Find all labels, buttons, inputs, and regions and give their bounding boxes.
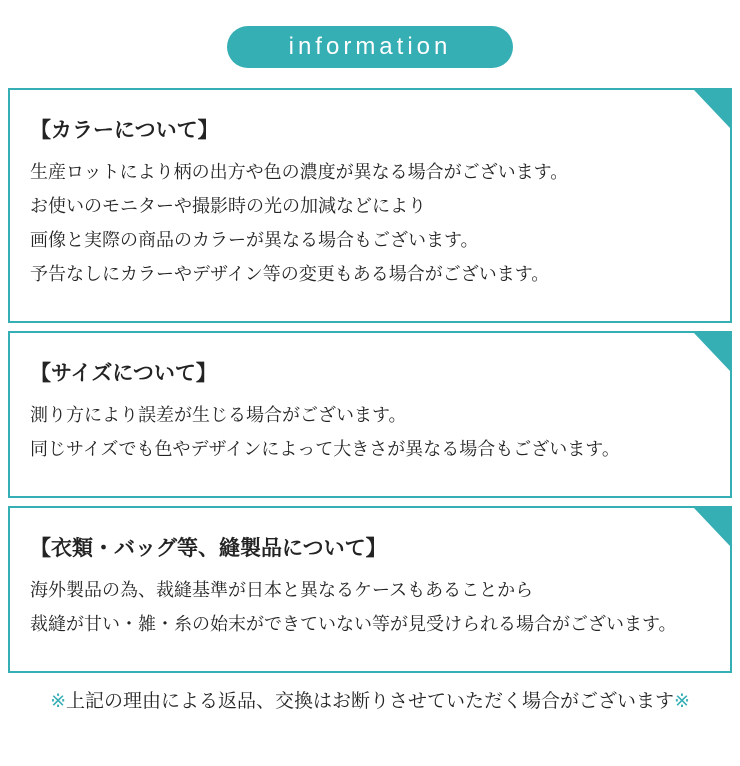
section-text-line: お使いのモニターや撮影時の光の加減などにより bbox=[30, 196, 426, 216]
section-title: 【衣類・バッグ等、縫製品について】 bbox=[30, 537, 387, 560]
section-sewn-goods-notice bbox=[8, 506, 732, 673]
corner-fold-icon bbox=[692, 333, 730, 371]
section-text-line: 測り方により誤差が生じる場合がございます。 bbox=[30, 405, 407, 425]
reference-mark-left: ※ bbox=[50, 691, 66, 712]
reference-mark-right: ※ bbox=[674, 691, 690, 712]
section-size-notice bbox=[8, 331, 732, 498]
section-text-line: 裁縫が甘い・雑・糸の始末ができていない等が見受けられる場合がございます。 bbox=[30, 614, 677, 634]
section-text-line: 画像と実際の商品のカラーが異なる場合もございます。 bbox=[30, 230, 479, 250]
section-text-line: 同じサイズでも色やデザインによって大きさが異なる場合もございます。 bbox=[30, 439, 620, 459]
return-policy-note bbox=[0, 688, 740, 716]
section-text-line: 予告なしにカラーやデザイン等の変更もある場合がございます。 bbox=[30, 264, 550, 284]
section-text-line: 生産ロットにより柄の出方や色の濃度が異なる場合がございます。 bbox=[30, 162, 569, 182]
information-notice bbox=[0, 26, 740, 716]
section-text-line: 海外製品の為、裁縫基準が日本と異なるケースもあることから bbox=[30, 580, 534, 600]
corner-fold-icon bbox=[692, 508, 730, 546]
information-badge-label: information bbox=[288, 33, 452, 60]
section-title: 【サイズについて】 bbox=[30, 362, 217, 385]
information-badge bbox=[227, 26, 513, 68]
section-title: 【カラーについて】 bbox=[30, 119, 219, 142]
return-policy-text: 上記の理由による返品、交換はお断りさせていただく場合がございます bbox=[65, 691, 674, 712]
corner-fold-icon bbox=[692, 90, 730, 128]
section-color-notice bbox=[8, 88, 732, 323]
